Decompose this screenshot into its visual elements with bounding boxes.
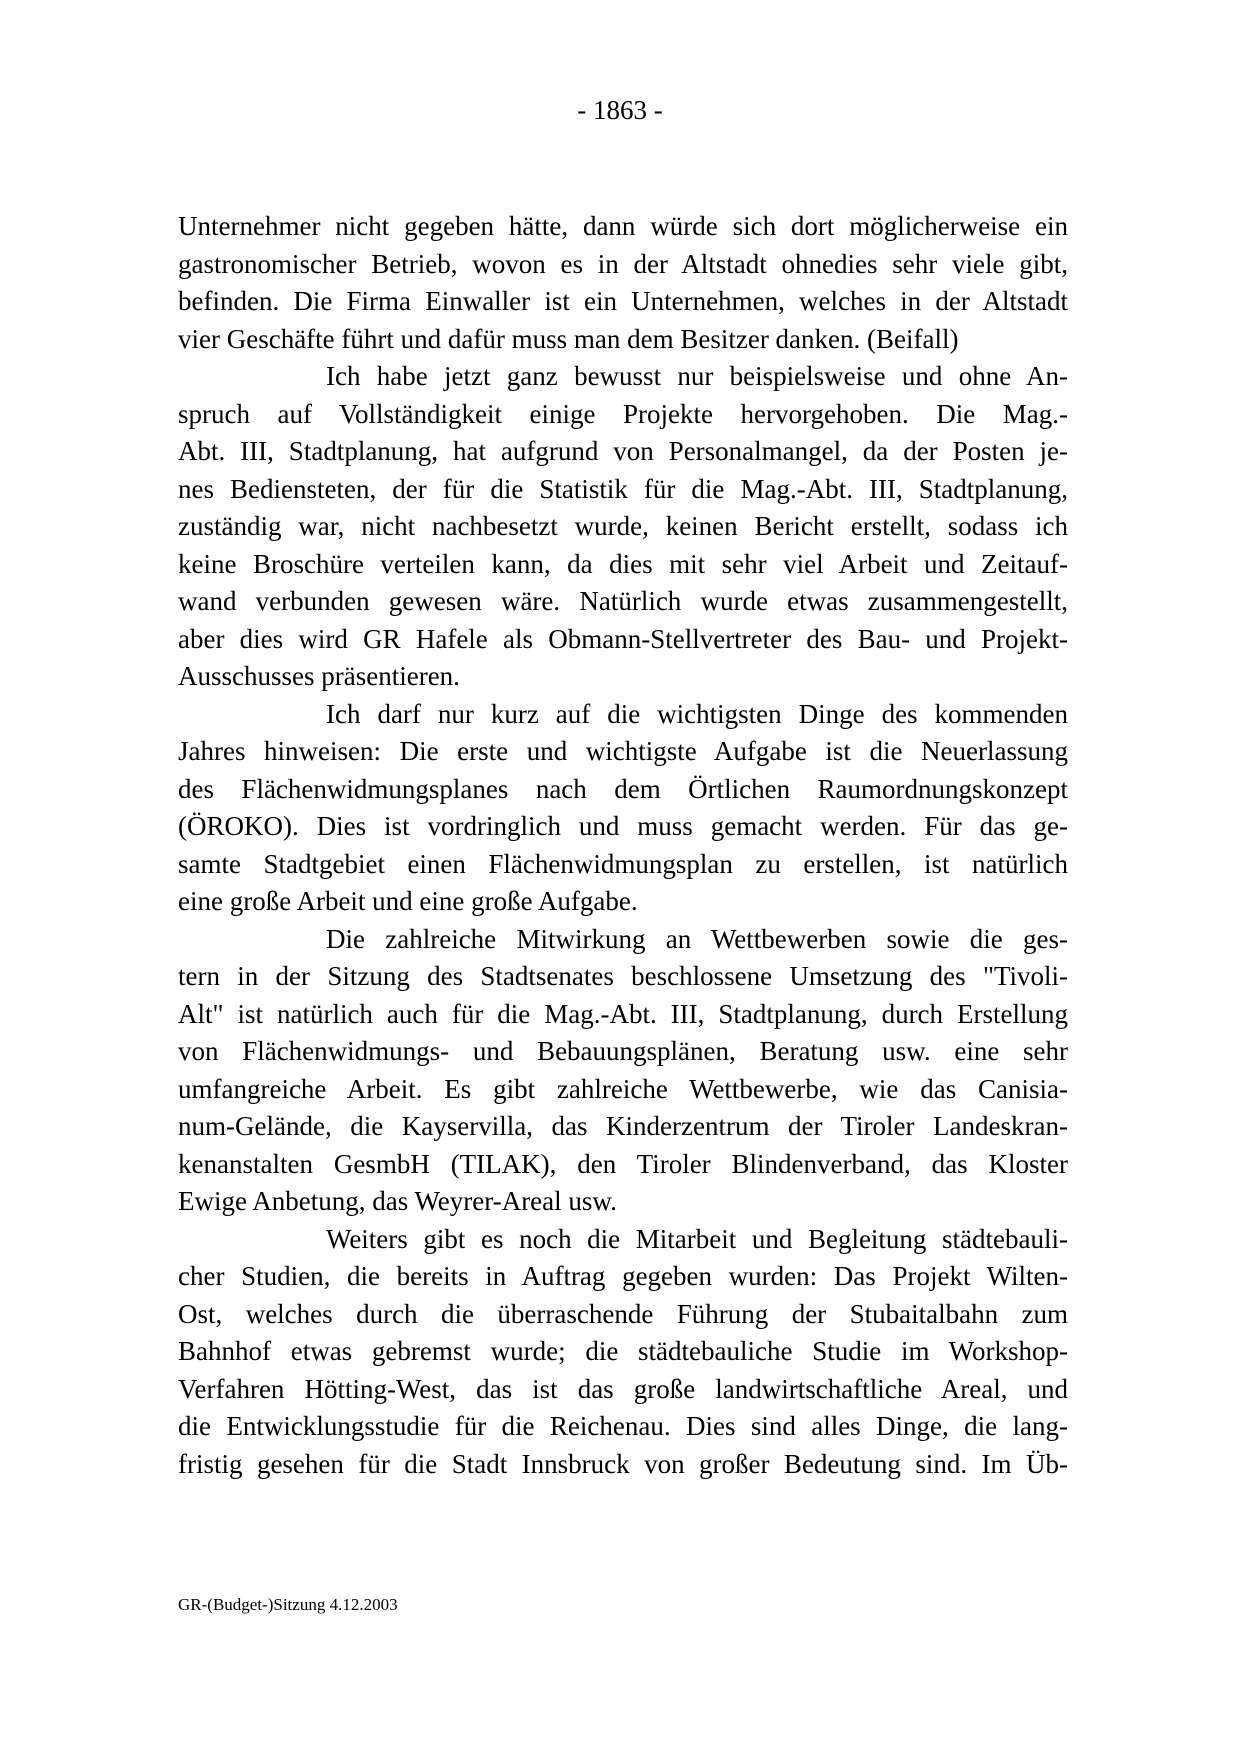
text-line: cher Studien, die bereits in Auftrag gegeben wurden: Das Projekt Wilten- (178, 1261, 1068, 1291)
text-line: Ost, welches durch die überraschende Führung der Stubaitalbahn zum (178, 1298, 1068, 1329)
text-line: Unternehmer nicht gegeben hätte, dann würde sich dort möglicherweise ein (178, 211, 1068, 241)
text-line: Ausschusses präsentieren. (178, 661, 460, 691)
text-line: Ewige Anbetung, das Weyrer-Areal usw. (178, 1186, 617, 1216)
text-line: fristig gesehen für die Stadt Innsbruck von großer Bedeutung sind. Im Üb- (178, 1448, 1068, 1479)
text-line: tern in der Sitzung des Stadtsenates beschlossene Umsetzung des "Tivoli- (178, 961, 1068, 991)
text-line: des Flächenwidmungsplanes nach dem Örtlichen Raumordnungskonzept (178, 773, 1068, 804)
paragraph (178, 208, 1068, 358)
text-line: Ich darf nur kurz auf die wichtigsten Dinge des kommenden (326, 698, 1068, 729)
text-line: nes Bediensteten, der für die Statistik für die Mag.-Abt. III, Stadtplanung, (178, 473, 1068, 504)
text-line: die Entwicklungsstudie für die Reichenau. Dies sind alles Dinge, die lang- (178, 1411, 1068, 1441)
text-line: aber dies wird GR Hafele als Obmann-Stellvertreter des Bau- und Projekt- (178, 623, 1068, 654)
paragraph (178, 921, 1068, 1221)
body-text (178, 208, 1068, 1483)
text-line: von Flächenwidmungs- und Bebauungsplänen, Beratung usw. eine sehr (178, 1036, 1068, 1066)
text-line: num-Gelände, die Kayservilla, das Kinderzentrum der Tiroler Landeskran- (178, 1111, 1068, 1141)
text-line: vier Geschäfte führt und dafür muss man dem Besitzer danken. (Beifall) (178, 323, 959, 354)
text-line: (ÖROKO). Dies ist vordringlich und muss gemacht werden. Für das ge- (178, 811, 1068, 841)
text-line: umfangreiche Arbeit. Es gibt zahlreiche Wettbewerbe, wie das Canisia- (178, 1073, 1068, 1104)
text-line: keine Broschüre verteilen kann, da dies mit sehr viel Arbeit und Zeitauf- (178, 548, 1068, 579)
text-line: Ich habe jetzt ganz bewusst nur beispielsweise und ohne An- (326, 361, 1068, 391)
page-number: - 1863 - (577, 95, 663, 125)
text-line: kenanstalten GesmbH (TILAK), den Tiroler Blindenverband, das Kloster (178, 1148, 1068, 1179)
text-line: eine große Arbeit und eine große Aufgabe. (178, 886, 638, 916)
text-line: Weiters gibt es noch die Mitarbeit und Begleitung städtebauli- (326, 1223, 1068, 1254)
footer-session-label: GR-(Budget-)Sitzung 4.12.2003 (178, 1595, 398, 1614)
paragraph (178, 1221, 1068, 1484)
text-line: spruch auf Vollständigkeit einige Projekte hervorgehoben. Die Mag.- (178, 398, 1068, 429)
text-line: zuständig war, nicht nachbesetzt wurde, keinen Bericht erstellt, sodass ich (178, 511, 1068, 541)
text-line: Alt" ist natürlich auch für die Mag.-Abt. III, Stadtplanung, durch Erstellung (178, 998, 1068, 1029)
text-line: gastronomischer Betrieb, wovon es in der Altstadt ohnedies sehr viele gibt, (178, 248, 1068, 279)
text-line: befinden. Die Firma Einwaller ist ein Unternehmen, welches in der Altstadt (178, 286, 1068, 316)
text-line: Die zahlreiche Mitwirkung an Wettbewerben sowie die ges- (326, 923, 1068, 954)
paragraph (178, 358, 1068, 696)
text-line: Jahres hinweisen: Die erste und wichtigste Aufgabe ist die Neuerlassung (178, 736, 1068, 766)
text-line: Abt. III, Stadtplanung, hat aufgrund von Personalmangel, da der Posten je- (178, 436, 1068, 466)
text-line: wand verbunden gewesen wäre. Natürlich wurde etwas zusammengestellt, (178, 586, 1068, 616)
text-line: Verfahren Hötting-West, das ist das große landwirtschaftliche Areal, und (178, 1373, 1068, 1404)
paragraph (178, 696, 1068, 921)
text-line: Bahnhof etwas gebremst wurde; die städtebauliche Studie im Workshop- (178, 1336, 1068, 1366)
text-line: samte Stadtgebiet einen Flächenwidmungsplan zu erstellen, ist natürlich (178, 848, 1068, 879)
